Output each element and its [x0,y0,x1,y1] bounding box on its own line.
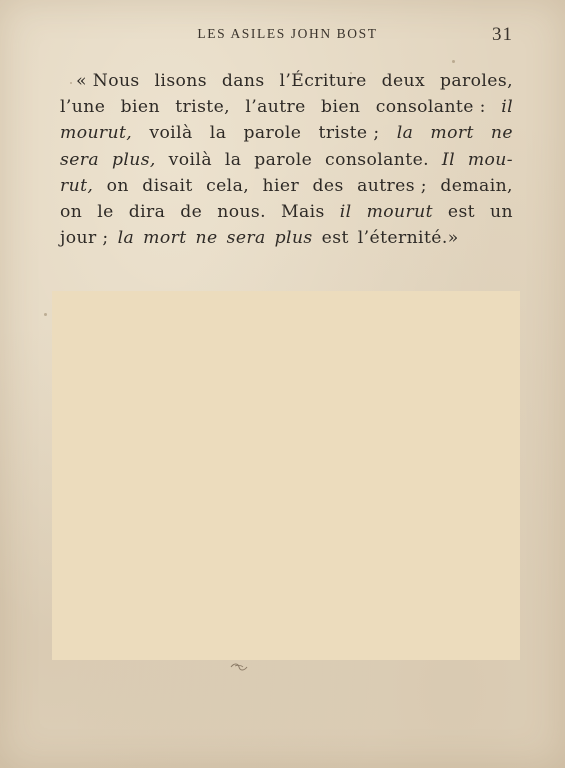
text-line [60,176,513,202]
paper-speck [452,60,455,63]
italic-word: sera [226,228,266,249]
italic-word: ne [195,228,218,249]
word: demain, [440,175,513,196]
word: jour ; [60,228,109,249]
word: triste ; [318,123,380,144]
italic-word: sera [60,149,100,170]
word: on [60,201,83,222]
word: lisons [154,71,207,91]
word: voilà [149,123,193,144]
text-line [60,202,513,228]
word: de [180,201,203,222]
italic-word: il [501,97,513,118]
paper-speck [44,313,47,316]
text-line [60,123,513,149]
italic-word: mourut [366,201,433,222]
word: la [224,149,242,170]
italic-word: Il [441,149,455,170]
text-line [60,228,513,254]
word: nous. [217,201,267,222]
word: autres ; [357,175,427,196]
italic-word: mourut, [60,123,133,144]
illustration-plate [52,291,520,660]
italic-word: il [339,201,352,222]
italic-word: mort [430,123,474,144]
word: l’autre [245,97,306,118]
word: dans [221,71,265,91]
page-number: 31 [492,24,513,45]
italic-word: ne [490,123,513,144]
word: Mais [281,201,325,222]
word: consolante. [325,149,430,170]
paper-speck [350,72,352,74]
word: dira [128,201,166,222]
text-line [60,71,513,97]
italic-word: plus [274,228,313,249]
word: parole [243,123,302,144]
word: consolante : [375,97,486,118]
running-title: LES ASILES JOHN BOST [197,26,378,41]
text-line [60,150,513,176]
tailpiece-ornament-icon [229,661,249,673]
word: « Nous [76,71,140,91]
word: l’une [60,97,106,118]
italic-word: la [117,228,135,249]
italic-word: mou- [467,149,513,170]
word: bien [321,97,361,118]
word: le [97,201,114,222]
word: l’Écriture [279,71,367,91]
quote-paragraph [60,71,513,254]
italic-word: mort [143,228,187,249]
word: hier [262,175,300,196]
word: disait [142,175,193,196]
word: est [321,228,349,249]
word: la [209,123,227,144]
word: l’éternité.» [357,228,459,249]
word: parole [254,149,313,170]
running-header [60,24,515,46]
word: deux [381,71,426,91]
word: paroles, [440,71,513,91]
word: voilà [168,149,212,170]
paper-speck [70,82,72,84]
italic-word: rut, [60,175,94,196]
word: bien [120,97,160,118]
text-line [60,97,513,123]
italic-word: plus, [111,149,156,170]
word: on [106,175,129,196]
italic-word: la [396,123,414,144]
word: cela, [206,175,250,196]
word: est [447,201,475,222]
word: triste, [175,97,231,118]
word: des [312,175,344,196]
word: un [490,201,513,222]
